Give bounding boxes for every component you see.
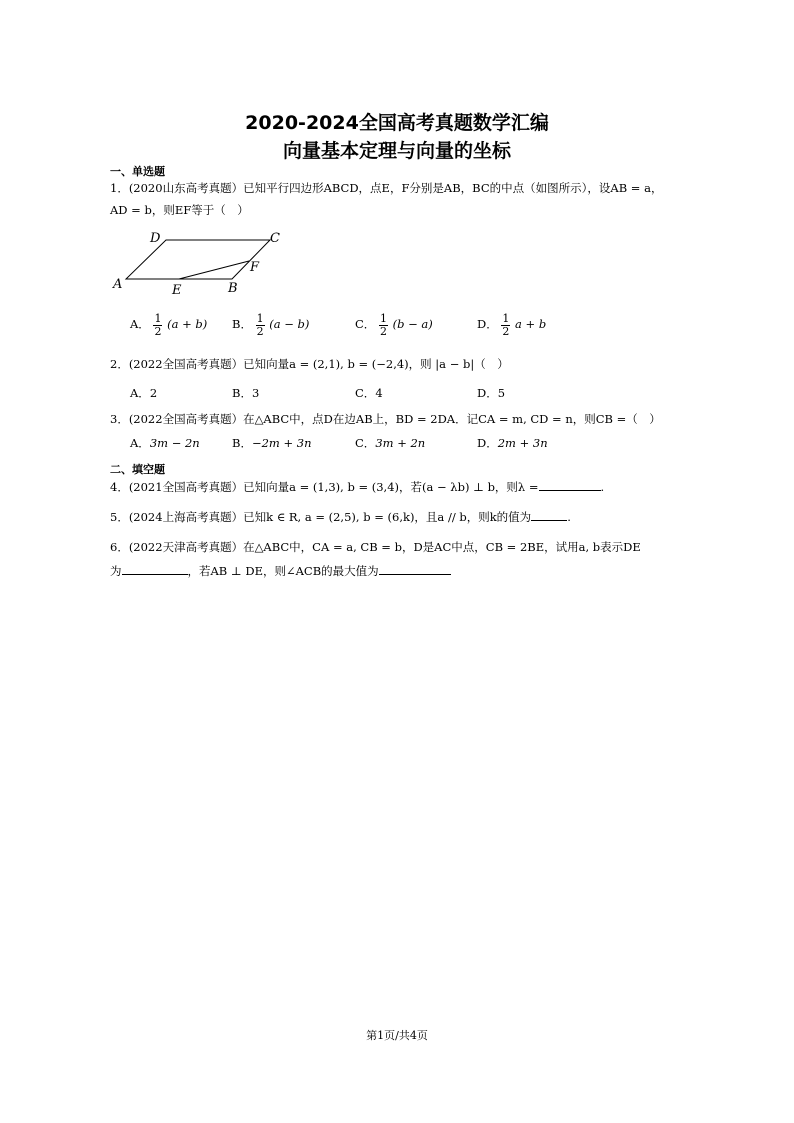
option-letter: D． (477, 436, 498, 450)
q2-text: 2．(2022全国高考真题）已知向量a = (2,1), b = (−2,4)，则 |a − b|（ ） (110, 357, 509, 371)
fraction-denominator: 2 (154, 324, 162, 338)
option-letter: A． (130, 386, 150, 400)
parallelogram-figure (108, 226, 298, 298)
option-letter: A． (130, 317, 150, 332)
label-b: B (228, 281, 238, 296)
q5-line (110, 509, 571, 525)
fraction-denominator: 2 (256, 324, 264, 338)
fraction-denominator: 2 (379, 324, 387, 338)
parallelogram-shape (126, 240, 270, 279)
option-value: 3m − 2n (149, 436, 200, 450)
fraction-numerator: 1 (256, 312, 264, 325)
fraction-numerator: 1 (154, 312, 162, 325)
q3-text: 3．(2022全国高考真题）在△ABC中，点D在边AB上，BD = 2DA．记CA = m, CD = n，则CB =（ ） (110, 412, 661, 426)
fraction (501, 313, 510, 337)
option-value: 5 (497, 386, 506, 400)
option-value: 2m + 3n (497, 436, 548, 450)
option-expression: (a + b) (167, 317, 208, 332)
page-subtitle: 向量基本定理与向量的坐标 (282, 140, 511, 162)
fraction-numerator: 1 (502, 312, 510, 325)
option-expression: (a − b) (269, 317, 310, 332)
q6-line2 (110, 563, 451, 579)
q4-line (110, 479, 604, 495)
option-value: 3 (251, 386, 260, 400)
option-value: 3m + 2n (375, 436, 426, 450)
q3-option-d[interactable] (477, 435, 548, 451)
q1-option-b[interactable] (232, 313, 309, 337)
fraction-denominator: 2 (502, 324, 510, 338)
option-letter: C． (355, 386, 376, 400)
q6-text-part2: ，若AB ⊥ DE，则∠ACB的最大值为 (187, 564, 379, 578)
fraction (256, 313, 265, 337)
q4-period: . (600, 480, 605, 494)
q2-option-c[interactable] (355, 385, 383, 401)
q4-text: 4．(2021全国高考真题）已知向量a = (1,3), b = (3,4)，若(a − λb) ⊥ b，则λ = (110, 480, 539, 494)
page-footer: 第1页/共4页 (366, 1029, 428, 1042)
option-letter: C． (355, 317, 376, 332)
q4-answer-blank[interactable] (539, 480, 601, 491)
q3-option-b[interactable] (232, 435, 311, 451)
q3-option-c[interactable] (355, 435, 425, 451)
q1-option-d[interactable] (477, 313, 546, 337)
label-f: F (250, 260, 260, 275)
q1-text-line1: 1．(2020山东高考真题）已知平行四边形ABCD，点E，F分别是AB，BC的中点（如图所示），设AB = a， (110, 181, 663, 195)
segment-ef (179, 261, 249, 279)
q2-option-d[interactable] (477, 385, 505, 401)
option-value: 4 (375, 386, 383, 400)
q1-option-a[interactable] (130, 313, 207, 337)
option-letter: D． (477, 386, 498, 400)
fraction (379, 313, 388, 337)
option-letter: B． (232, 317, 252, 332)
q2-option-a[interactable] (130, 385, 157, 401)
option-letter: C． (355, 436, 376, 450)
option-letter: B． (232, 436, 252, 450)
option-value: −2m + 3n (251, 436, 312, 450)
fraction (153, 313, 162, 337)
option-letter: B． (232, 386, 252, 400)
fraction-numerator: 1 (379, 312, 387, 325)
label-d: D (150, 231, 161, 246)
q6-text-part1: 为 (110, 564, 122, 578)
q6-text-line1: 6．(2022天津高考真题）在△ABC中，CA = a, CB = b，D是AC中点，CB = 2BE，试用a, b表示DE (110, 540, 641, 554)
q2-option-b[interactable] (232, 385, 259, 401)
option-expression: a + b (515, 317, 547, 332)
option-value: 2 (149, 386, 158, 400)
q5-text: 5．(2024上海高考真题）已知k ∈ R, a = (2,5), b = (6,k)，且a // b，则k的值为 (110, 510, 532, 524)
option-letter: A． (130, 436, 150, 450)
label-c: C (270, 231, 280, 246)
page-title: 2020-2024全国高考真题数学汇编 (245, 112, 549, 134)
label-e: E (172, 283, 182, 298)
option-letter: D． (477, 317, 498, 332)
q5-answer-blank[interactable] (531, 510, 567, 521)
option-expression: (b − a) (392, 317, 433, 332)
section-single-choice: 一、单选题 (110, 165, 165, 178)
section-fill-in: 二、填空题 (110, 463, 165, 476)
q6-answer-blank-2[interactable] (379, 564, 451, 575)
q1-option-c[interactable] (355, 313, 433, 337)
q3-option-a[interactable] (130, 435, 200, 451)
q1-text-line2: AD = b，则EF等于（ ） (110, 203, 249, 217)
q6-answer-blank-1[interactable] (122, 564, 188, 575)
q5-period: . (567, 510, 571, 524)
label-a: A (113, 277, 123, 292)
